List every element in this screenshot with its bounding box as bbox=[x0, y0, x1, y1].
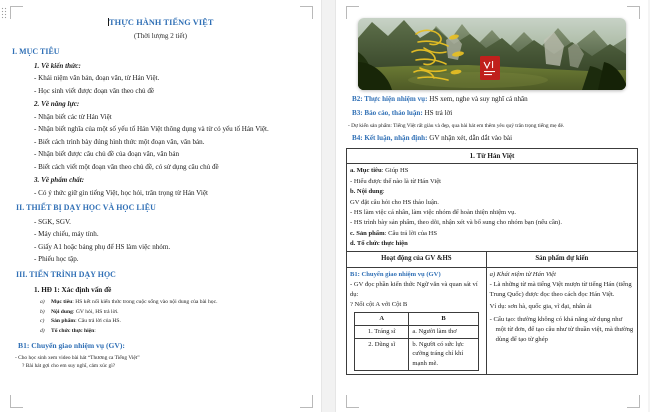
info-row bbox=[350, 218, 634, 228]
info-row bbox=[350, 177, 634, 187]
list-item: - SGK, SGV. bbox=[34, 217, 71, 226]
list-item: - Máy chiếu, máy tính. bbox=[34, 230, 99, 239]
step-b2 bbox=[352, 94, 638, 105]
list-item-text: : HS kết nối kiến thức trong cuộc sống vào nội dung của bài học. bbox=[72, 299, 218, 306]
page-corner-mark-bottom-right bbox=[300, 395, 313, 408]
page-1-content bbox=[12, 16, 309, 371]
list-item-text: : bbox=[94, 328, 96, 335]
step-b2-label: B2: Thực hiện nhiệm vụ: bbox=[351, 95, 428, 103]
document-title: THỰC HÀNH TIẾNG VIỆT bbox=[109, 18, 214, 27]
list-item: - Phiếu học tập. bbox=[34, 255, 79, 264]
table-row bbox=[346, 148, 637, 164]
step-b3-label: B3: Báo cáo, thảo luận: bbox=[351, 108, 423, 117]
info-label: d. Tổ chức thực hiện bbox=[349, 240, 408, 248]
page-corner-mark-bottom-left bbox=[10, 395, 23, 408]
info-text: - HS làm việc cá nhân, làm việc nhóm để hoàn thiện nhiệm vụ. bbox=[349, 208, 517, 216]
subheading-ve-pham-chat: 3. Về phẩm chất: bbox=[34, 176, 85, 185]
list-item-text: : Câu trả lời của HS. bbox=[75, 318, 121, 325]
video-logo-badge bbox=[480, 56, 500, 80]
list-item-label: Sản phẩm bbox=[51, 318, 76, 325]
table-info-cell bbox=[346, 164, 637, 252]
matching-cell-b: b. Người có sức lực cường tráng chí khí mạnh mẽ. bbox=[409, 338, 478, 370]
product-paragraph: - Là những từ mà tiếng Việt mượn từ tiếng Hán (tiếng Trung Quốc) được đọc theo cách đọc Hán Việt. bbox=[489, 281, 632, 298]
matching-header-b: B bbox=[409, 313, 478, 326]
video-thumbnail[interactable] bbox=[358, 18, 626, 90]
list-item-label: Mục tiêu bbox=[51, 299, 73, 306]
table-header-cell: 1. Từ Hán Việt bbox=[346, 148, 637, 164]
list-item-label: Nội dung bbox=[51, 308, 73, 315]
info-row bbox=[350, 239, 634, 249]
page-corner-mark-bottom-left bbox=[346, 395, 359, 408]
list-marker: c) bbox=[40, 318, 45, 325]
list-item-label: Tổ chức thực hiện bbox=[51, 328, 95, 335]
subheading-ve-nang-luc: 2. Về năng lực: bbox=[34, 100, 80, 109]
video-thumbnail-image bbox=[358, 18, 626, 90]
list-item: - Giấy A1 hoặc bảng phụ để HS làm việc nhóm. bbox=[34, 242, 171, 251]
info-label: a. Mục tiêu bbox=[349, 167, 382, 175]
table-row bbox=[346, 267, 637, 374]
table-column-header-products: Sản phẩm dự kiến bbox=[486, 252, 637, 267]
cell-line: ? Nối cột A với Cột B bbox=[349, 301, 408, 309]
list-item: - Khái niệm văn bản, đoạn văn, từ Hán Việt. bbox=[34, 74, 160, 83]
matching-header-a: A bbox=[354, 313, 408, 326]
step-b4-label: B4: Kết luận, nhận định: bbox=[351, 134, 428, 143]
list-item bbox=[40, 308, 309, 318]
list-item: - Có ý thức giữ gìn tiếng Việt, học hỏi, trân trọng từ Hán Việt bbox=[34, 188, 208, 197]
hd1-detail-list bbox=[12, 298, 309, 336]
list-item bbox=[40, 298, 309, 308]
product-title: a) Khái niệm từ Hán Việt bbox=[489, 270, 556, 278]
table-row bbox=[354, 313, 478, 326]
step-b4 bbox=[352, 133, 638, 144]
info-text: : Câu trả lời của HS bbox=[384, 229, 437, 237]
info-row bbox=[350, 187, 634, 197]
product-paragraph: - Cấu tạo: thường không có khả năng sử dụng như một từ đơn, để tạo câu như từ thuần việt, mà thường dùng để tạo từ ghép bbox=[489, 315, 634, 343]
step-b3-note: - Dự kiến sản phẩm: Tiếng Việt rất giàu và đẹp, qua bài hát em thêm yêu quý trân trọng tiếng mẹ đẻ. bbox=[347, 122, 565, 129]
step-b1-label: B1: Chuyển giao nhiệm vụ (GV): bbox=[18, 340, 125, 350]
list-marker: b) bbox=[40, 308, 45, 315]
table-row bbox=[354, 338, 478, 370]
list-item: - Nhận biết nghĩa của một số yếu tố Hán Việt thông dụng và từ có yếu tố Hán Việt. bbox=[34, 125, 269, 134]
list-marker: d) bbox=[40, 328, 45, 335]
document-subtitle: (Thời lượng 2 tiết) bbox=[134, 32, 187, 41]
step-b4-text: GV nhận xét, dẫn dắt vào bài bbox=[427, 134, 513, 143]
table-cell-activities bbox=[346, 267, 486, 374]
info-label: c. Sản phẩm bbox=[349, 229, 385, 237]
list-item bbox=[40, 317, 309, 327]
info-text: - HS trình bày sản phẩm, theo dõi, nhận xét và bổ sung cho nhóm bạn (nếu cần). bbox=[349, 219, 563, 227]
info-text: : bbox=[382, 188, 385, 196]
list-marker: a) bbox=[40, 299, 45, 306]
info-row bbox=[350, 166, 634, 176]
page-gap-divider bbox=[321, 0, 336, 412]
document-page-2[interactable] bbox=[336, 0, 648, 412]
list-item: - Nhận biết được câu chủ đề của đoạn văn, văn bản bbox=[34, 150, 180, 159]
matching-cell-a: 1. Tráng sĩ bbox=[354, 325, 408, 338]
table-row bbox=[346, 164, 637, 252]
table-cell-products bbox=[486, 267, 637, 374]
step-b1-body bbox=[15, 354, 309, 371]
step-b1-line-2: ? Bài hát gợi cho em suy nghĩ, cảm xúc gì? bbox=[22, 363, 116, 370]
list-item bbox=[40, 327, 309, 337]
cell-step-b1: B1: Chuyển giao nhiệm vụ (GV) bbox=[349, 270, 441, 278]
matching-table bbox=[354, 312, 479, 371]
matching-cell-a: 2. Dũng sĩ bbox=[354, 338, 408, 370]
heading-thiet-bi: II. THIẾT BỊ DẠY HỌC VÀ HỌC LIỆU bbox=[16, 203, 156, 213]
step-b3 bbox=[352, 108, 638, 119]
heading-hd1: 1. HĐ 1: Xác định vấn đề bbox=[34, 285, 112, 294]
info-text: GV đặt câu hỏi cho HS thảo luận. bbox=[349, 198, 439, 206]
heading-muc-tieu: I. MỤC TIÊU bbox=[12, 46, 60, 56]
list-item: - Biết cách trình bày đúng hình thức một đoạn văn, văn bản. bbox=[34, 137, 205, 146]
list-item: - Học sinh viết được đoạn văn theo chủ đề bbox=[34, 86, 155, 95]
info-text: - Hiểu được thế nào là từ Hán Việt bbox=[349, 177, 442, 185]
page-2-content bbox=[346, 18, 638, 375]
lesson-table bbox=[346, 148, 638, 375]
list-item-text: : GV hỏi, HS trả lời. bbox=[72, 308, 119, 315]
page-corner-mark-bottom-right bbox=[627, 395, 640, 408]
product-paragraph: Ví dụ: sơn hà, quốc gia, vĩ đại, nhân ái bbox=[489, 302, 592, 310]
step-b2-text: HS xem, nghe và suy nghĩ cá nhân bbox=[427, 95, 528, 103]
table-row bbox=[354, 325, 478, 338]
matching-cell-b: a. Người làm thơ bbox=[409, 325, 478, 338]
step-b1-line-1: - Cho học sinh xem video bài hát “Thương ca Tiếng Việt” bbox=[15, 354, 140, 361]
document-page-1[interactable] bbox=[0, 0, 321, 412]
info-row bbox=[350, 198, 634, 208]
info-label: b. Nội dung bbox=[349, 188, 383, 196]
list-item: - Biết cách viết một đoạn văn theo chủ đề, có sử dụng câu chủ đề bbox=[34, 162, 219, 171]
info-row bbox=[350, 208, 634, 218]
step-b3-text: HS trả lời bbox=[422, 108, 453, 117]
cell-line: - GV đọc phần kiến thức Ngữ văn và quan sát ví dụ: bbox=[349, 281, 478, 298]
list-item: - Nhận biết các từ Hán Việt bbox=[34, 112, 112, 121]
table-row bbox=[346, 252, 637, 267]
paragraph-move-handle-icon[interactable] bbox=[1, 7, 7, 19]
info-text: : Giúp HS bbox=[381, 167, 409, 175]
table-column-header-activities: Hoạt động của GV &HS bbox=[346, 252, 486, 267]
subheading-ve-kien-thuc: 1. Về kiến thức: bbox=[34, 61, 81, 70]
info-row bbox=[350, 229, 634, 239]
heading-tien-trinh: III. TIẾN TRÌNH DẠY HỌC bbox=[16, 269, 116, 279]
